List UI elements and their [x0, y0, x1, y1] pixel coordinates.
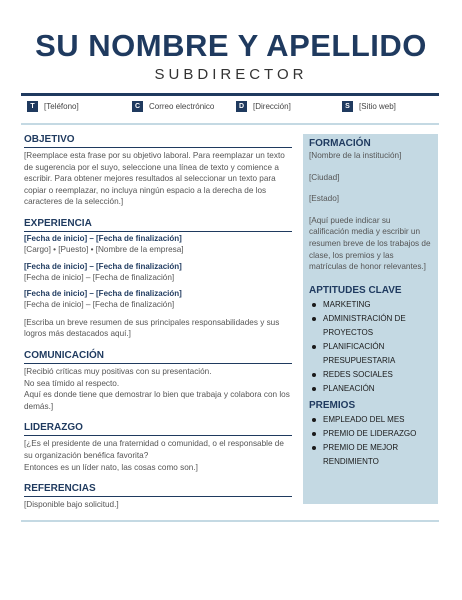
header-divider: [21, 93, 439, 96]
experience-section: [24, 218, 292, 340]
experience-heading: EXPERIENCIA: [24, 218, 292, 232]
job-dates[interactable]: [Fecha de inicio] – [Fecha de finalización]: [24, 261, 182, 271]
skill-item[interactable]: ADMINISTRACIÓN DE PROYECTOS: [309, 312, 432, 340]
skill-item[interactable]: PLANEACIÓN: [309, 382, 432, 396]
email-icon: C: [132, 101, 143, 112]
contact-bar: [21, 101, 439, 117]
award-item[interactable]: PREMIO DE MEJOR RENDIMIENTO: [309, 441, 432, 469]
skills-list: [309, 298, 432, 396]
leadership-line[interactable]: Entonces es un líder nato, las cosas como son.]: [24, 462, 198, 472]
footer-divider: [21, 520, 439, 522]
phone-icon: T: [27, 101, 38, 112]
sidebar-panel: [303, 134, 438, 504]
leadership-section: [24, 422, 292, 473]
contact-email-label: Correo electrónico: [149, 102, 215, 111]
experience-summary[interactable]: [Escriba un breve resumen de sus principales responsabilidades y sus logros más destacados aquí.]: [24, 317, 280, 339]
job-entry: [24, 289, 292, 311]
objective-heading: OBJETIVO: [24, 134, 292, 148]
job-entry: [24, 262, 292, 284]
job-detail[interactable]: [Fecha de inicio] – [Fecha de finalización]: [24, 300, 175, 310]
objective-section: [24, 134, 292, 208]
contact-address-label: [Dirección]: [253, 102, 291, 111]
education-note[interactable]: [Aquí puede indicar su calificación media y escribir un resumen breve de los trabajos de clase, los premios y las matrículas de honor relevantes.]: [309, 215, 431, 272]
job-entry: [24, 234, 292, 256]
award-item[interactable]: EMPLEADO DEL MES: [309, 413, 432, 427]
communication-line[interactable]: No sea tímido al respecto.: [24, 378, 120, 388]
contact-email[interactable]: [132, 101, 214, 112]
communication-heading: COMUNICACIÓN: [24, 350, 292, 364]
resume-name: SU NOMBRE Y APELLIDO: [35, 28, 427, 63]
skill-item[interactable]: REDES SOCIALES: [309, 368, 432, 382]
references-heading: REFERENCIAS: [24, 483, 292, 497]
address-icon: D: [236, 101, 247, 112]
job-dates[interactable]: [Fecha de inicio] – [Fecha de finalización]: [24, 289, 182, 299]
references-text[interactable]: [Disponible bajo solicitud.]: [24, 500, 119, 510]
leadership-line[interactable]: [¿Es el presidente de una fraternidad o comunidad, o el responsable de su organización benéfica favorita?: [24, 439, 284, 460]
awards-list: [309, 413, 432, 469]
education-heading: FORMACIÓN: [309, 138, 371, 149]
website-icon: S: [342, 101, 353, 112]
award-item[interactable]: PREMIO DE LIDERAZGO: [309, 427, 432, 441]
references-section: [24, 483, 292, 511]
skill-item[interactable]: PLANIFICACIÓN PRESUPUESTARIA: [309, 340, 432, 368]
leadership-heading: LIDERAZGO: [24, 422, 292, 436]
education-institution[interactable]: [Nombre de la institución]: [309, 151, 402, 160]
skills-heading: APTITUDES CLAVE: [309, 284, 402, 296]
communication-line[interactable]: [Recibió críticas muy positivas con su presentación.: [24, 366, 212, 376]
contact-address[interactable]: [236, 101, 291, 112]
contact-website[interactable]: [342, 101, 396, 112]
contact-phone[interactable]: [27, 101, 79, 112]
objective-text[interactable]: [Reemplace esta frase por su objetivo laboral. Para reemplazar un texto de sugerencia por el suyo, seleccione una línea de texto y comience a escribir. Para obtener mejores resultados al seleccionar un texto para copiar o reemplazar, no incluya ningún espacio a la derecha de los caracteres de la selección.]: [24, 151, 285, 207]
main-column: [24, 134, 292, 521]
resume-job-title: SUBDIRECTOR: [154, 66, 308, 83]
contact-website-label: [Sitio web]: [359, 102, 396, 111]
education-state[interactable]: [Estado]: [309, 194, 340, 204]
awards-heading: PREMIOS: [309, 399, 356, 411]
education-city[interactable]: [Ciudad]: [309, 172, 340, 182]
job-detail[interactable]: [Cargo] • [Puesto] • [Nombre de la empresa]: [24, 244, 184, 254]
contact-phone-label: [Teléfono]: [44, 102, 79, 111]
contact-divider: [21, 123, 439, 125]
job-detail[interactable]: [Fecha de inicio] – [Fecha de finalización]: [24, 272, 175, 282]
communication-section: [24, 350, 292, 412]
communication-line[interactable]: Aquí es donde tiene que demostrar lo bien que trabaja y colabora con los demás.]: [24, 390, 290, 411]
skill-item[interactable]: MARKETING: [309, 298, 432, 312]
job-dates[interactable]: [Fecha de inicio] – [Fecha de finalización]: [24, 233, 182, 243]
